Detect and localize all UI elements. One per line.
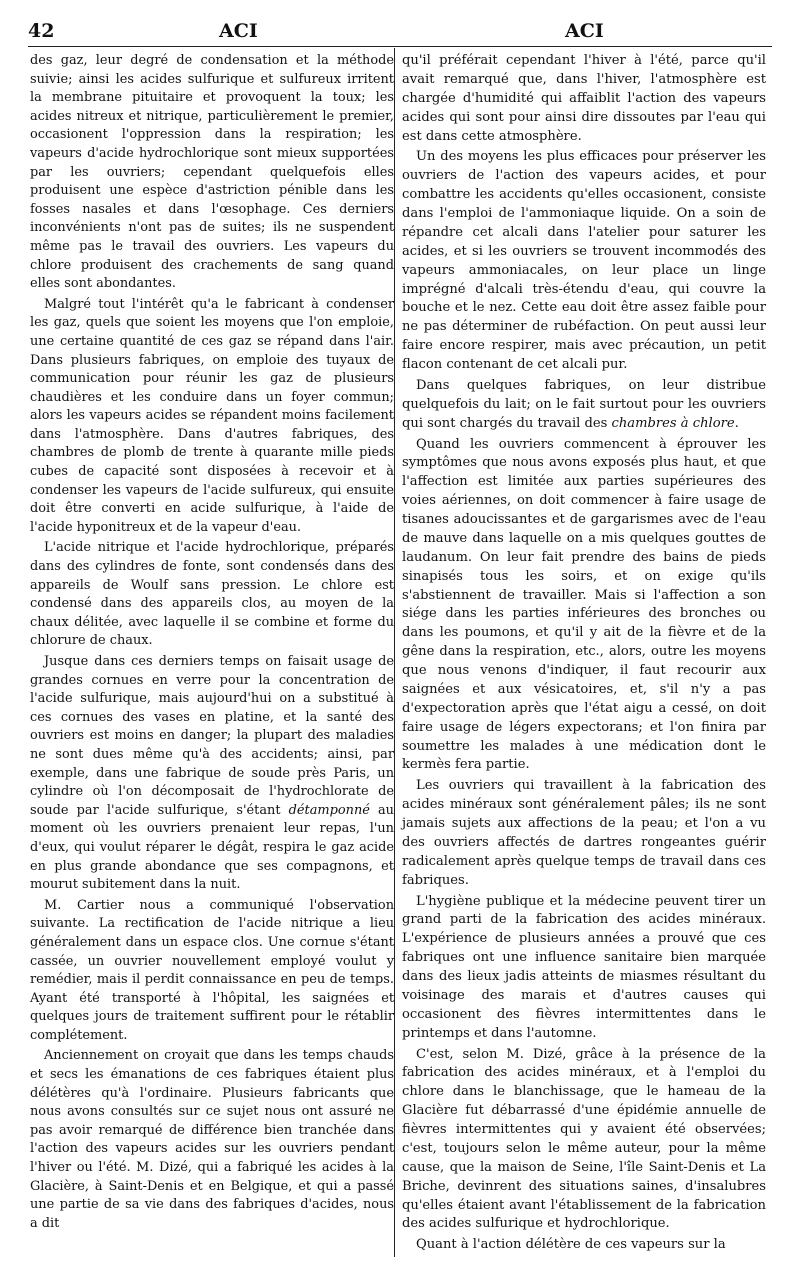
- paragraph: C'est, selon M. Dizé, grâce à la présence de la fabrication des acides minéraux, et à l'emploi du chlore dans le blanchissage, que le hameau de la Glacière fut débarrassé d'une épidémie annuelle de fièvres intermittentes qui y avaient été observées; c'est, toujours selon le même auteur, pour la même cause, que la maison de Seine, l'île Saint-Denis et La Briche, devinrent des situations saines, d'insalubres qu'elles étaient avant l'établissement de la fabrication des acides sulfurique et hydrochlorique.: [402, 1046, 766, 1232]
- page-number: 42: [28, 20, 55, 42]
- text-run: Dans quelques fabriques, on leur distribue quelquefois du lait; on le fait surtout pour les ouvriers qui sont chargés du travail des: [402, 377, 766, 431]
- paragraph: L'acide nitrique et l'acide hydrochlorique, préparés dans des cylindres de fonte, sont condensés dans des appareils de Woulf sans pression. Le chlore est condensé dans des appareils clos, au moyen de la chaux délitée, avec laquelle il se combine et forme du chlorure de chaux.: [30, 540, 394, 649]
- right-column: [402, 52, 766, 1255]
- paragraph: Quand les ouvriers commencent à éprouver les symptômes que nous avons exposés plus haut, et que l'affection est limitée aux parties supérieures des voies aériennes, on doit commencer à faire usage de tisanes adoucissantes et de gargarismes avec de l'eau de mauve dans laquelle on a mis quelques gouttes de laudanum. On leur fait prendre des bains de pieds sinapisés tous les soirs, et on exige qu'ils s'abstiennent de travailler. Mais si l'affection a son siége dans les parties inférieures des bronches ou dans les poumons, et qu'il y ait de la fièvre et de la gêne dans la respiration, etc., alors, outre les moyens que nous venons d'indiquer, il faut recourir aux saignées et aux vésicatoires, et, s'il n'y a pas d'expectoration après que l'état aigu a cessé, on doit faire usage de légers expectorans; et l'on finira par soumettre les malades à une médication dont le kermès fera partie.: [402, 436, 766, 773]
- paragraph: [30, 653, 394, 895]
- column-divider: [394, 48, 395, 1257]
- paragraph: des gaz, leur degré de condensation et la méthode suivie; ainsi les acides sulfurique et sulfureux irritent la membrane pituitaire et provoquent la toux; les acides nitreux et nitrique, particulièrement le premier, occasionent l'oppression dans la respiration; les vapeurs d'acide hydrochlorique sont mieux supportées par les ouvriers; cependant quelquefois elles produisent une espèce d'astriction pénible dans les fosses nasales et dans l'œsophage. Ces derniers inconvénients n'ont pas de suites; ils ne suspendent même pas le travail des ouvriers. Les vapeurs du chlore produisent des crachements de sang quand elles sont abondantes.: [30, 53, 394, 292]
- paragraph: Anciennement on croyait que dans les temps chauds et secs les émanations de ces fabriques étaient plus délétères qu'à l'ordinaire. Plusieurs fabricants que nous avons consultés sur ce sujet nous ont assuré ne pas avoir remarqué de différence bien tranchée dans l'action des vapeurs acides sur les ouvriers pendant l'hiver ou l'été. M. Dizé, qui a fabriqué les acides à la Glacière, à Saint-Denis et en Belgique, et qui a passé une partie de sa vie dans des fabriques d'acides, nous a dit: [30, 1048, 394, 1231]
- left-column: [30, 52, 394, 1233]
- paragraph: Un des moyens les plus efficaces pour préserver les ouvriers de l'action des vapeurs acides, et pour combattre les accidents qu'elles occasionent, consiste dans l'emploi de l'ammoniaque liquide. On a soin de répandre cet alcali dans l'atelier pour saturer les acides, et si les ouvriers se trouvent incommodés des vapeurs ammoniacales, on leur place un linge imprégné d'alcali très-étendu d'eau, qui couvre la bouche et le nez. Cette eau doit être assez faible pour ne pas déterminer de rubéfaction. On peut aussi leur faire encore respirer, mais avec précaution, un petit flacon contenant de cet alcali pur.: [402, 149, 766, 372]
- text-run: Jusque dans ces derniers temps on faisait usage de grandes cornues en verre pour la concentration de l'acide sulfurique, mais aujourd'hui on a substitué à ces cornues des vases en platine, et la santé des ouvriers est moins en danger; la plupart des maladies ne sont dues même qu'à des accidents; ainsi, par exemple, dans une fabrique de soude près Paris, un cylindre où l'on décomposait de l'hydrochlorate de soude par l'acide sulfurique, s'étant: [30, 654, 394, 818]
- paragraph: [402, 377, 766, 434]
- paragraph: Quant à l'action délétère de ces vapeurs sur la: [416, 1237, 726, 1253]
- running-title-right: ACI: [565, 20, 604, 42]
- paragraph: Les ouvriers qui travaillent à la fabrication des acides minéraux sont généralement pâles; ils ne sont jamais sujets aux affections de la peau; et l'on a vu des ouvriers affectés de dartres rongeantes guérir radicalement après quelque temps de travail dans ces fabriques.: [402, 778, 766, 888]
- running-header: [28, 14, 772, 47]
- italic-term: chambres à chlore: [611, 415, 735, 431]
- text-run: .: [734, 415, 739, 431]
- paragraph: qu'il préférait cependant l'hiver à l'été, parce qu'il avait remarqué que, dans l'hiver, l'atmosphère est chargée d'humidité qui affaiblit l'action des vapeurs acides qui sont pour ainsi dire dissoutes par l'eau qui est dans cette atmosphère.: [402, 53, 766, 144]
- italic-term: détamponné: [288, 802, 370, 818]
- paragraph: Malgré tout l'intérêt qu'a le fabricant à condenser les gaz, quels que soient les moyens que l'on emploie, une certaine quantité de ces gaz se répand dans l'air. Dans plusieurs fabriques, on emploie des tuyaux de communication pour réunir les gaz de plusieurs chaudières et les conduire dans un foyer commun; alors les vapeurs acides se répandent moins facilement dans l'atmosphère. Dans d'autres fabriques, des chambres de plomb de trente à quarante mille pieds cubes de capacité sont disposées à recevoir et à condenser les vapeurs de l'acide sulfureux, qui ensuite doit être converti en acide sulfurique, à l'aide de l'acide hyponitreux et de la vapeur d'eau.: [30, 296, 394, 535]
- paragraph: L'hygiène publique et la médecine peuvent tirer un grand parti de la fabrication des acides minéraux. L'expérience de plusieurs années a prouvé que ces fabriques ont une influence sanitaire bien marquée dans des lieux jadis atteints de miasmes résultant du voisinage des marais et d'autres causes qui occasionent des fièvres intermittentes dans le printemps et dans l'automne.: [402, 893, 766, 1041]
- text-run: au moment où les ouvriers prenaient leur repas, l'un d'eux, qui voulut réparer le dégât, respira le gaz acide en plus grande abondance que ses compagnons, et mourut subitement dans la nuit.: [30, 802, 394, 893]
- running-title-left: ACI: [219, 20, 258, 42]
- paragraph: M. Cartier nous a communiqué l'observation suivante. La rectification de l'acide nitrique a lieu généralement dans un espace clos. Une cornue s'étant cassée, un ouvrier nouvellement employé voulut y remédier, mais il perdit connaissance en peu de temps. Ayant été transporté à l'hôpital, les saignées et quelques jours de traitement suffirent pour le rétablir complétement.: [30, 897, 394, 1043]
